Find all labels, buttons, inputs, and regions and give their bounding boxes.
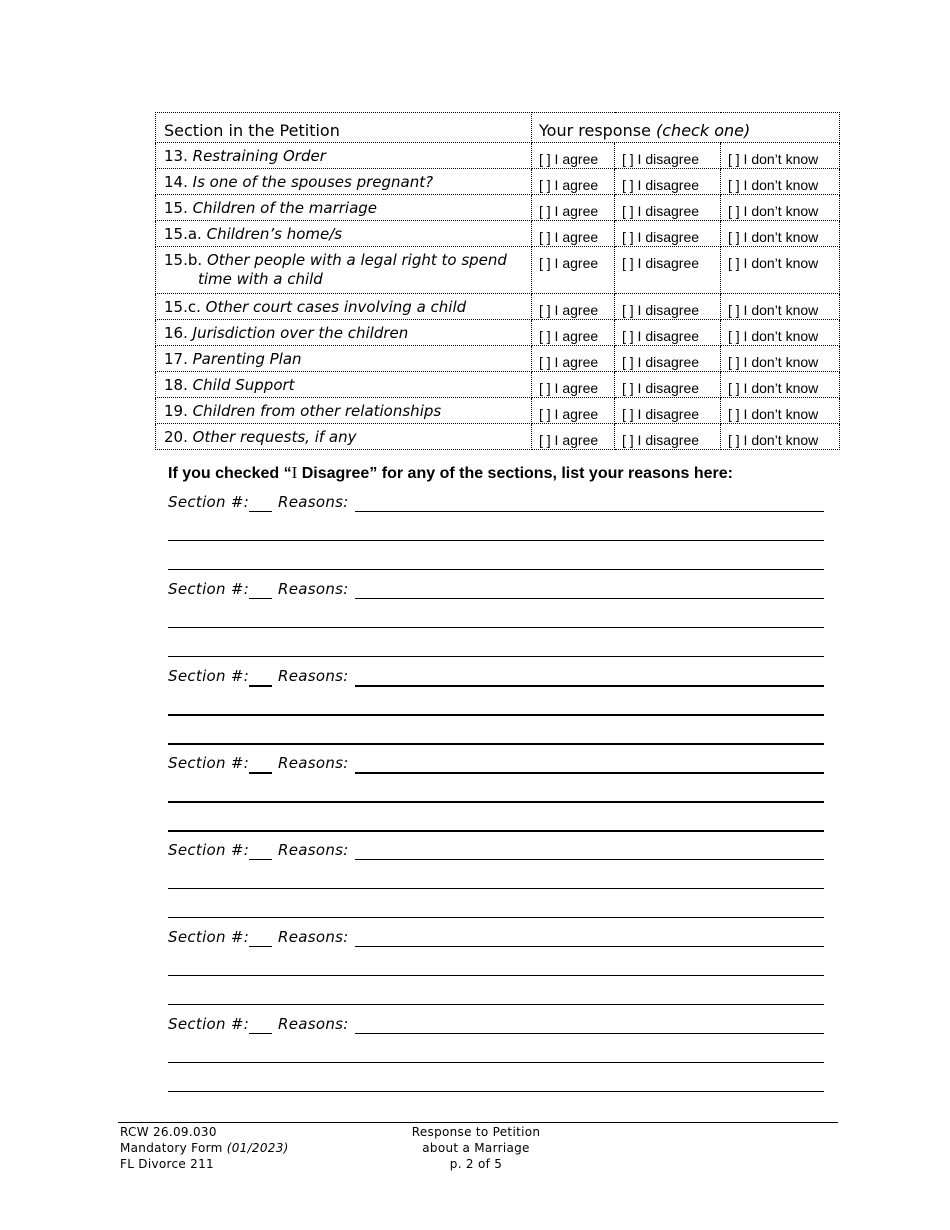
reason-line[interactable] bbox=[168, 975, 824, 976]
table-row bbox=[156, 398, 840, 424]
dont-know-checkbox[interactable]: [ ] I don’t know bbox=[721, 143, 840, 169]
reasons-label: Reasons: bbox=[278, 667, 349, 685]
dont-know-checkbox[interactable]: [ ] I don’t know bbox=[721, 169, 840, 195]
section-number-blank[interactable] bbox=[249, 511, 272, 512]
footer-document-title bbox=[376, 1124, 576, 1172]
dont-know-checkbox[interactable]: [ ] I don’t know bbox=[721, 221, 840, 247]
section-number-blank[interactable] bbox=[249, 685, 272, 687]
agree-checkbox[interactable]: [ ] I agree bbox=[532, 247, 615, 294]
dont-know-checkbox[interactable]: [ ] I don’t know bbox=[721, 294, 840, 320]
reason-line[interactable] bbox=[168, 830, 824, 832]
table-row bbox=[156, 320, 840, 346]
disagree-checkbox[interactable]: [ ] I disagree bbox=[615, 247, 721, 294]
footer-form-info bbox=[120, 1124, 289, 1172]
table-row bbox=[156, 143, 840, 169]
section-number-label: Section #: bbox=[168, 667, 250, 685]
dont-know-checkbox[interactable]: [ ] I don’t know bbox=[721, 398, 840, 424]
reason-line[interactable] bbox=[168, 801, 824, 803]
reason-entry bbox=[168, 666, 824, 753]
section-name: 20. Other requests, if any bbox=[156, 424, 532, 450]
agree-checkbox[interactable]: [ ] I agree bbox=[532, 424, 615, 450]
dont-know-checkbox[interactable]: [ ] I don’t know bbox=[721, 346, 840, 372]
footer-form-code: FL Divorce 211 bbox=[120, 1157, 214, 1171]
dont-know-checkbox[interactable]: [ ] I don’t know bbox=[721, 195, 840, 221]
footer-statute: RCW 26.09.030 bbox=[120, 1125, 217, 1139]
reason-entry bbox=[168, 1014, 824, 1101]
reason-line[interactable] bbox=[355, 772, 824, 774]
reason-entry bbox=[168, 927, 824, 1014]
response-table bbox=[155, 112, 840, 450]
agree-checkbox[interactable]: [ ] I agree bbox=[532, 169, 615, 195]
reason-entry bbox=[168, 753, 824, 840]
disagree-checkbox[interactable]: [ ] I disagree bbox=[615, 372, 721, 398]
section-name: 18. Child Support bbox=[156, 372, 532, 398]
table-row bbox=[156, 372, 840, 398]
section-number-label: Section #: bbox=[168, 1015, 250, 1033]
response-column-header: Your response (check one) bbox=[532, 113, 840, 143]
agree-checkbox[interactable]: [ ] I agree bbox=[532, 294, 615, 320]
reasons-label: Reasons: bbox=[278, 754, 349, 772]
table-header-row bbox=[156, 113, 840, 143]
agree-checkbox[interactable]: [ ] I agree bbox=[532, 195, 615, 221]
section-column-header: Section in the Petition bbox=[156, 113, 532, 143]
table-row bbox=[156, 294, 840, 320]
agree-checkbox[interactable]: [ ] I agree bbox=[532, 221, 615, 247]
disagree-checkbox[interactable]: [ ] I disagree bbox=[615, 169, 721, 195]
reason-line[interactable] bbox=[168, 627, 824, 628]
reason-entry bbox=[168, 840, 824, 927]
section-name: 15.b. Other people with a legal right to spend time with a child bbox=[156, 247, 532, 294]
disagree-instructions: If you checked “I Disagree” for any of the sections, list your reasons here: bbox=[168, 463, 733, 482]
disagree-checkbox[interactable]: [ ] I disagree bbox=[615, 294, 721, 320]
reason-line[interactable] bbox=[168, 569, 824, 570]
dont-know-checkbox[interactable]: [ ] I don’t know bbox=[721, 247, 840, 294]
disagree-checkbox[interactable]: [ ] I disagree bbox=[615, 320, 721, 346]
section-name: 13. Restraining Order bbox=[156, 143, 532, 169]
reason-line[interactable] bbox=[355, 511, 824, 512]
footer-mandatory-form: Mandatory Form (01/2023) bbox=[120, 1141, 289, 1155]
reason-entry bbox=[168, 579, 824, 666]
reasons-label: Reasons: bbox=[278, 1015, 349, 1033]
reason-line[interactable] bbox=[355, 598, 824, 599]
agree-checkbox[interactable]: [ ] I agree bbox=[532, 320, 615, 346]
section-name: 14. Is one of the spouses pregnant? bbox=[156, 169, 532, 195]
reason-line[interactable] bbox=[168, 1004, 824, 1005]
footer-page-number: p. 2 of 5 bbox=[449, 1157, 503, 1171]
table-row bbox=[156, 346, 840, 372]
table-row bbox=[156, 247, 840, 294]
reasons-label: Reasons: bbox=[278, 841, 349, 859]
reasons-label: Reasons: bbox=[278, 928, 349, 946]
table-row bbox=[156, 424, 840, 450]
reason-line[interactable] bbox=[355, 685, 824, 687]
section-number-label: Section #: bbox=[168, 754, 250, 772]
section-name: 15. Children of the marriage bbox=[156, 195, 532, 221]
table-row bbox=[156, 169, 840, 195]
disagree-checkbox[interactable]: [ ] I disagree bbox=[615, 346, 721, 372]
agree-checkbox[interactable]: [ ] I agree bbox=[532, 143, 615, 169]
reasons-label: Reasons: bbox=[278, 580, 349, 598]
footer-title-line-2: about a Marriage bbox=[422, 1141, 530, 1155]
section-number-label: Section #: bbox=[168, 928, 250, 946]
reason-line[interactable] bbox=[168, 1091, 824, 1092]
dont-know-checkbox[interactable]: [ ] I don’t know bbox=[721, 424, 840, 450]
reason-line[interactable] bbox=[168, 1062, 824, 1063]
reason-line[interactable] bbox=[355, 946, 824, 947]
reason-line[interactable] bbox=[168, 917, 824, 918]
section-name: 17. Parenting Plan bbox=[156, 346, 532, 372]
reasons-label: Reasons: bbox=[278, 493, 349, 511]
section-name: 15.a. Children’s home/s bbox=[156, 221, 532, 247]
reason-line[interactable] bbox=[168, 888, 824, 889]
reason-line[interactable] bbox=[168, 540, 824, 541]
section-number-label: Section #: bbox=[168, 493, 250, 511]
table-row bbox=[156, 195, 840, 221]
section-number-blank[interactable] bbox=[249, 598, 272, 599]
disagree-checkbox[interactable]: [ ] I disagree bbox=[615, 398, 721, 424]
dont-know-checkbox[interactable]: [ ] I don’t know bbox=[721, 320, 840, 346]
reason-line[interactable] bbox=[355, 859, 824, 860]
section-name: 16. Jurisdiction over the children bbox=[156, 320, 532, 346]
agree-checkbox[interactable]: [ ] I agree bbox=[532, 372, 615, 398]
disagree-checkbox[interactable]: [ ] I disagree bbox=[615, 424, 721, 450]
footer-title-line-1: Response to Petition bbox=[411, 1125, 541, 1139]
table-row bbox=[156, 221, 840, 247]
footer-divider bbox=[118, 1122, 838, 1123]
section-number-blank[interactable] bbox=[249, 1033, 272, 1034]
agree-checkbox[interactable]: [ ] I agree bbox=[532, 398, 615, 424]
reason-line[interactable] bbox=[168, 656, 824, 657]
agree-checkbox[interactable]: [ ] I agree bbox=[532, 346, 615, 372]
section-number-blank[interactable] bbox=[249, 772, 272, 774]
section-number-label: Section #: bbox=[168, 841, 250, 859]
section-number-blank[interactable] bbox=[249, 859, 272, 860]
section-name: 19. Children from other relationships bbox=[156, 398, 532, 424]
disagree-checkbox[interactable]: [ ] I disagree bbox=[615, 195, 721, 221]
disagree-checkbox[interactable]: [ ] I disagree bbox=[615, 221, 721, 247]
dont-know-checkbox[interactable]: [ ] I don’t know bbox=[721, 372, 840, 398]
section-name: 15.c. Other court cases involving a child bbox=[156, 294, 532, 320]
reason-entry bbox=[168, 492, 824, 579]
section-number-blank[interactable] bbox=[249, 946, 272, 947]
section-number-label: Section #: bbox=[168, 580, 250, 598]
reason-line[interactable] bbox=[168, 743, 824, 745]
disagree-checkbox[interactable]: [ ] I disagree bbox=[615, 143, 721, 169]
reason-line[interactable] bbox=[168, 714, 824, 716]
reason-line[interactable] bbox=[355, 1033, 824, 1034]
